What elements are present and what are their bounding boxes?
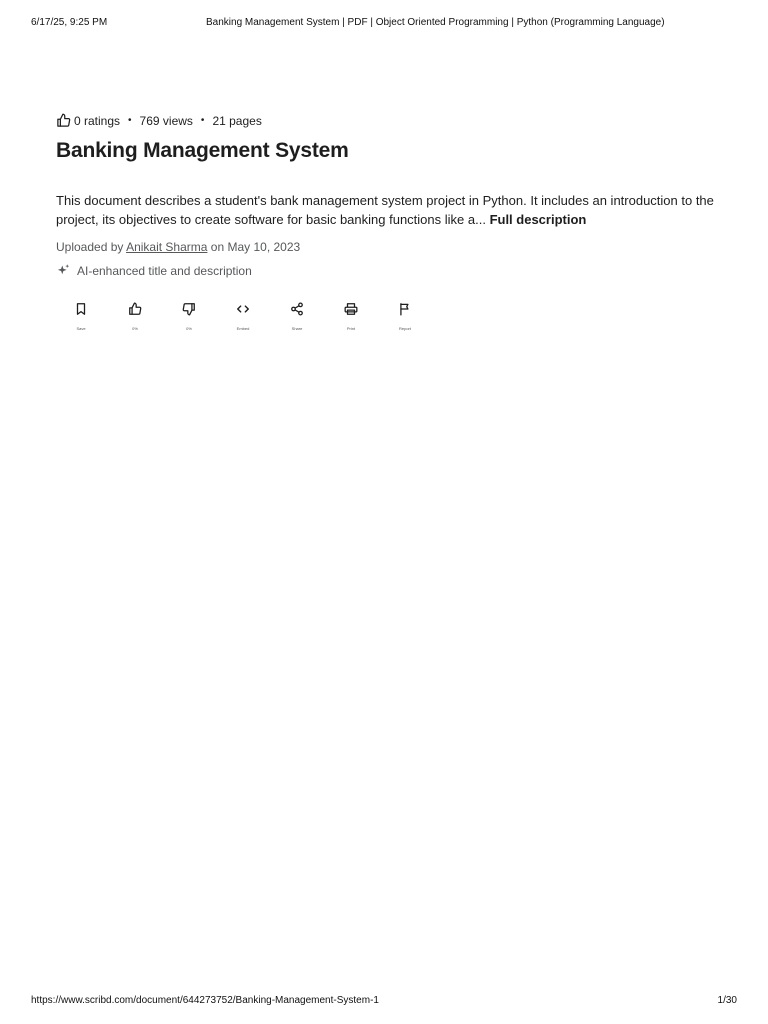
thumbs-up-icon [128, 302, 142, 316]
ai-note-text: AI-enhanced title and description [77, 263, 252, 278]
print-label: Print [346, 326, 356, 331]
document-title: Banking Management System [56, 139, 349, 162]
print-page-number: 1/30 [717, 995, 737, 1006]
like-percent-label: 0% [132, 326, 138, 331]
thumbs-up-icon [56, 113, 71, 128]
share-icon [290, 302, 304, 316]
document-meta-row [56, 113, 262, 128]
sparkle-icon [56, 263, 71, 278]
like-button[interactable] [108, 302, 162, 331]
document-description [56, 191, 716, 229]
full-description-link[interactable]: Full description [489, 212, 587, 227]
share-button[interactable] [270, 302, 324, 331]
thumbs-down-icon [182, 302, 196, 316]
meta-separator: • [128, 115, 132, 126]
save-label: Save [76, 326, 86, 331]
dislike-percent-label: 0% [186, 326, 192, 331]
print-datetime: 6/17/25, 9:25 PM [31, 17, 108, 28]
share-label: Share [291, 326, 303, 331]
dislike-button[interactable] [162, 302, 216, 331]
embed-button[interactable] [216, 302, 270, 331]
ratings-count: 0 ratings [74, 113, 121, 128]
uploaded-prefix: Uploaded by [56, 240, 124, 254]
print-page-title: Banking Management System | PDF | Object Oriented Programming | Python (Programming Language) [206, 17, 665, 28]
document-action-bar [54, 302, 432, 331]
views-count: 769 views [139, 113, 193, 128]
embed-label: Embed [236, 326, 250, 331]
print-button[interactable] [324, 302, 378, 331]
print-url: https://www.scribd.com/document/644273752/Banking-Management-System-1 [31, 995, 379, 1006]
uploaded-by-line [56, 240, 300, 254]
report-button[interactable] [378, 302, 432, 331]
bookmark-icon [74, 302, 88, 316]
save-button[interactable] [54, 302, 108, 331]
description-text: This document describes a student's bank management system project in Python. It includes an introduction to the project, its objectives to create software for basic banking functions like a... [56, 193, 714, 227]
uploader-link[interactable]: Anikait Sharma [126, 240, 208, 254]
uploaded-date: on May 10, 2023 [210, 240, 301, 254]
print-icon [344, 302, 358, 316]
pages-count: 21 pages [212, 113, 262, 128]
code-icon [236, 302, 250, 316]
ai-enhanced-note [56, 263, 252, 278]
meta-separator: • [200, 115, 205, 126]
report-label: Report [398, 326, 411, 331]
flag-icon [398, 302, 412, 316]
